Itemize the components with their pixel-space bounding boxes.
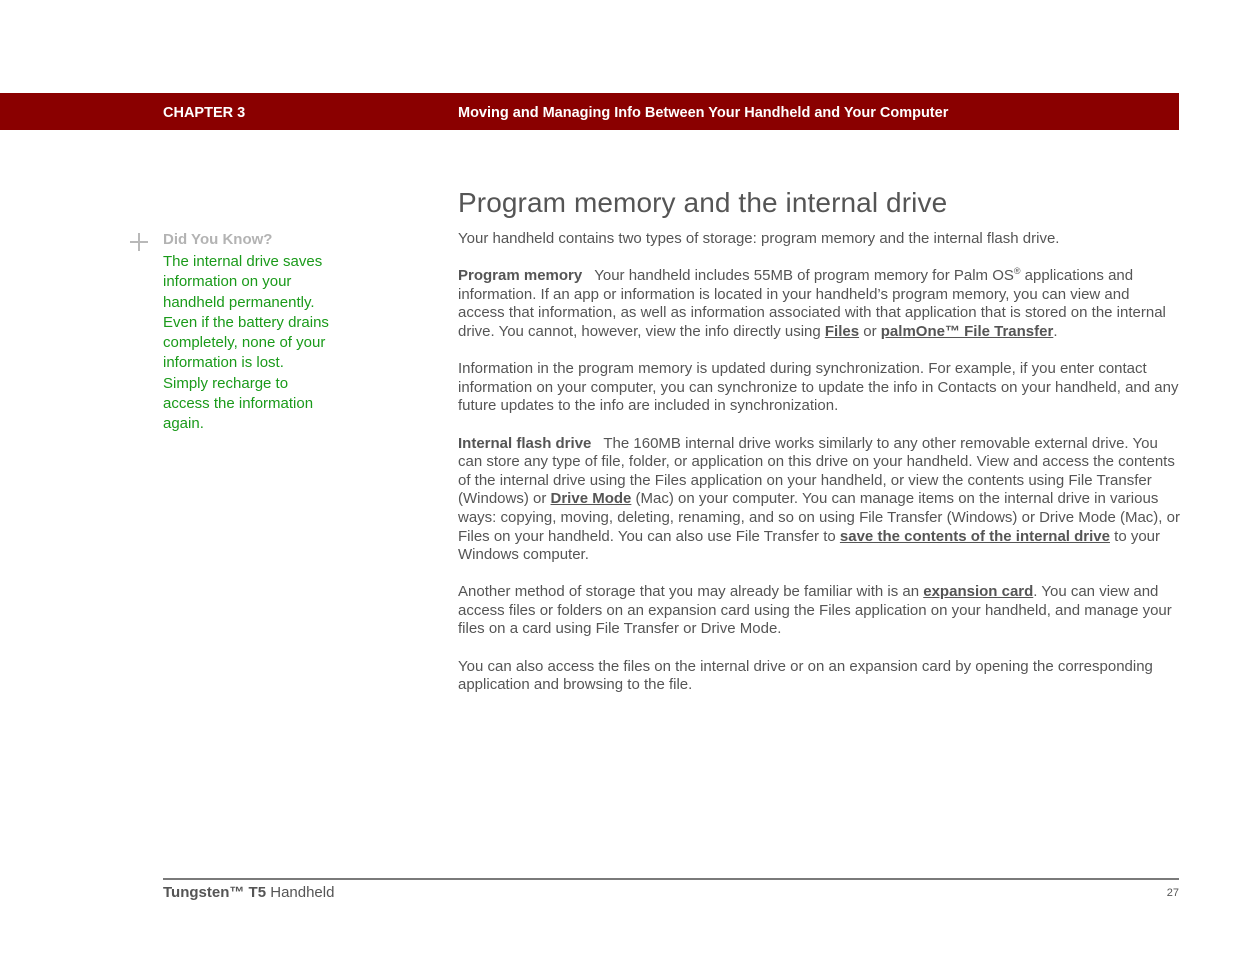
did-you-know-heading: Did You Know? <box>163 231 273 248</box>
did-you-know-line: access the information <box>163 395 314 413</box>
page-title: Program memory and the internal drive <box>458 187 948 218</box>
access-files-paragraph: You can also access the files on the internal drive or on an expansion card by opening the corresponding application and browsing to the file. <box>458 657 1153 694</box>
page-number: 27 <box>1166 887 1179 899</box>
did-you-know-line: handheld permanently. <box>163 293 315 311</box>
intro-paragraph: Your handheld contains two types of storage: program memory and the internal flash drive. <box>458 230 1060 247</box>
paragraph-text: . You can view and access files or folders on an expansion card using the Files application on your handheld, and manage your files on a card using File Transfer or Drive Mode. <box>458 583 1172 638</box>
paragraph-text: applications and information. If an app or information is located in your handheld’s program memory, you can view and access that information, as well as information associated with that application that is stored on the internal drive. You cannot, however, view the info directly using <box>458 267 1166 340</box>
paragraph-text: The 160MB internal drive works similarly to any other removable external drive. You can store any type of file, folder, or application on this drive on your handheld. View and access the contents of the internal drive using the Files application on your handheld, or view the contents using File Transfer (Windows) or <box>458 434 1175 508</box>
program-memory-heading: Program memory <box>458 267 583 285</box>
did-you-know-line: Even if the battery drains <box>163 313 329 331</box>
internal-flash-drive-paragraph <box>458 435 1180 565</box>
chapter-header-bar <box>0 93 1179 130</box>
product-name-rest: Handheld <box>266 884 335 901</box>
paragraph-text: to your Windows computer. <box>458 527 1161 564</box>
product-name-bold: Tungsten™ T5 <box>163 884 267 901</box>
sync-paragraph: Information in the program memory is updated during synchronization. For example, if you enter contact information on your computer, you can synchronize to update the info in Contacts on your handheld, and any future updates to the info are included in synchronization. <box>458 360 1179 415</box>
paragraph-text: or <box>859 322 881 340</box>
did-you-know-line: again. <box>163 415 204 433</box>
files-link[interactable]: Files <box>824 322 860 340</box>
chapter-title: Moving and Managing Info Between Your Handheld and Your Computer <box>458 105 949 121</box>
did-you-know-line: The internal drive saves <box>163 253 323 270</box>
did-you-know-line: information on your <box>163 273 292 291</box>
drive-mode-link[interactable]: Drive Mode <box>550 490 632 508</box>
paragraph-text: (Mac) on your computer. You can manage items on the internal drive in various ways: copying, moving, deleting, renaming, and so on using File Transfer (Windows) or Drive Mode (Mac), or Files on your handheld. You can also use File Transfer to <box>458 490 1180 545</box>
registered-mark: ® <box>1013 266 1021 277</box>
did-you-know-line: information is lost. <box>163 354 284 372</box>
paragraph-text: . <box>1053 322 1058 340</box>
did-you-know-line: Simply recharge to <box>163 374 289 392</box>
footer-product-name <box>163 884 334 901</box>
footer-divider <box>163 878 1179 880</box>
did-you-know-text <box>163 252 363 435</box>
plus-icon <box>130 233 148 251</box>
paragraph-text: Another method of storage that you may already be familiar with is an <box>458 583 924 601</box>
expansion-card-paragraph <box>458 583 1180 639</box>
program-memory-paragraph <box>458 267 1180 341</box>
palmone-file-transfer-link[interactable]: palmOne™ File Transfer <box>880 322 1054 340</box>
expansion-card-link[interactable]: expansion card <box>923 583 1034 601</box>
internal-flash-drive-heading: Internal flash drive <box>458 434 592 452</box>
did-you-know-line: completely, none of your <box>163 334 326 352</box>
main-content <box>458 186 1180 713</box>
chapter-label: CHAPTER 3 <box>163 105 246 121</box>
paragraph-text: Your handheld includes 55MB of program memory for Palm OS <box>594 267 1014 285</box>
save-contents-link[interactable]: save the contents of the internal drive <box>839 527 1110 545</box>
